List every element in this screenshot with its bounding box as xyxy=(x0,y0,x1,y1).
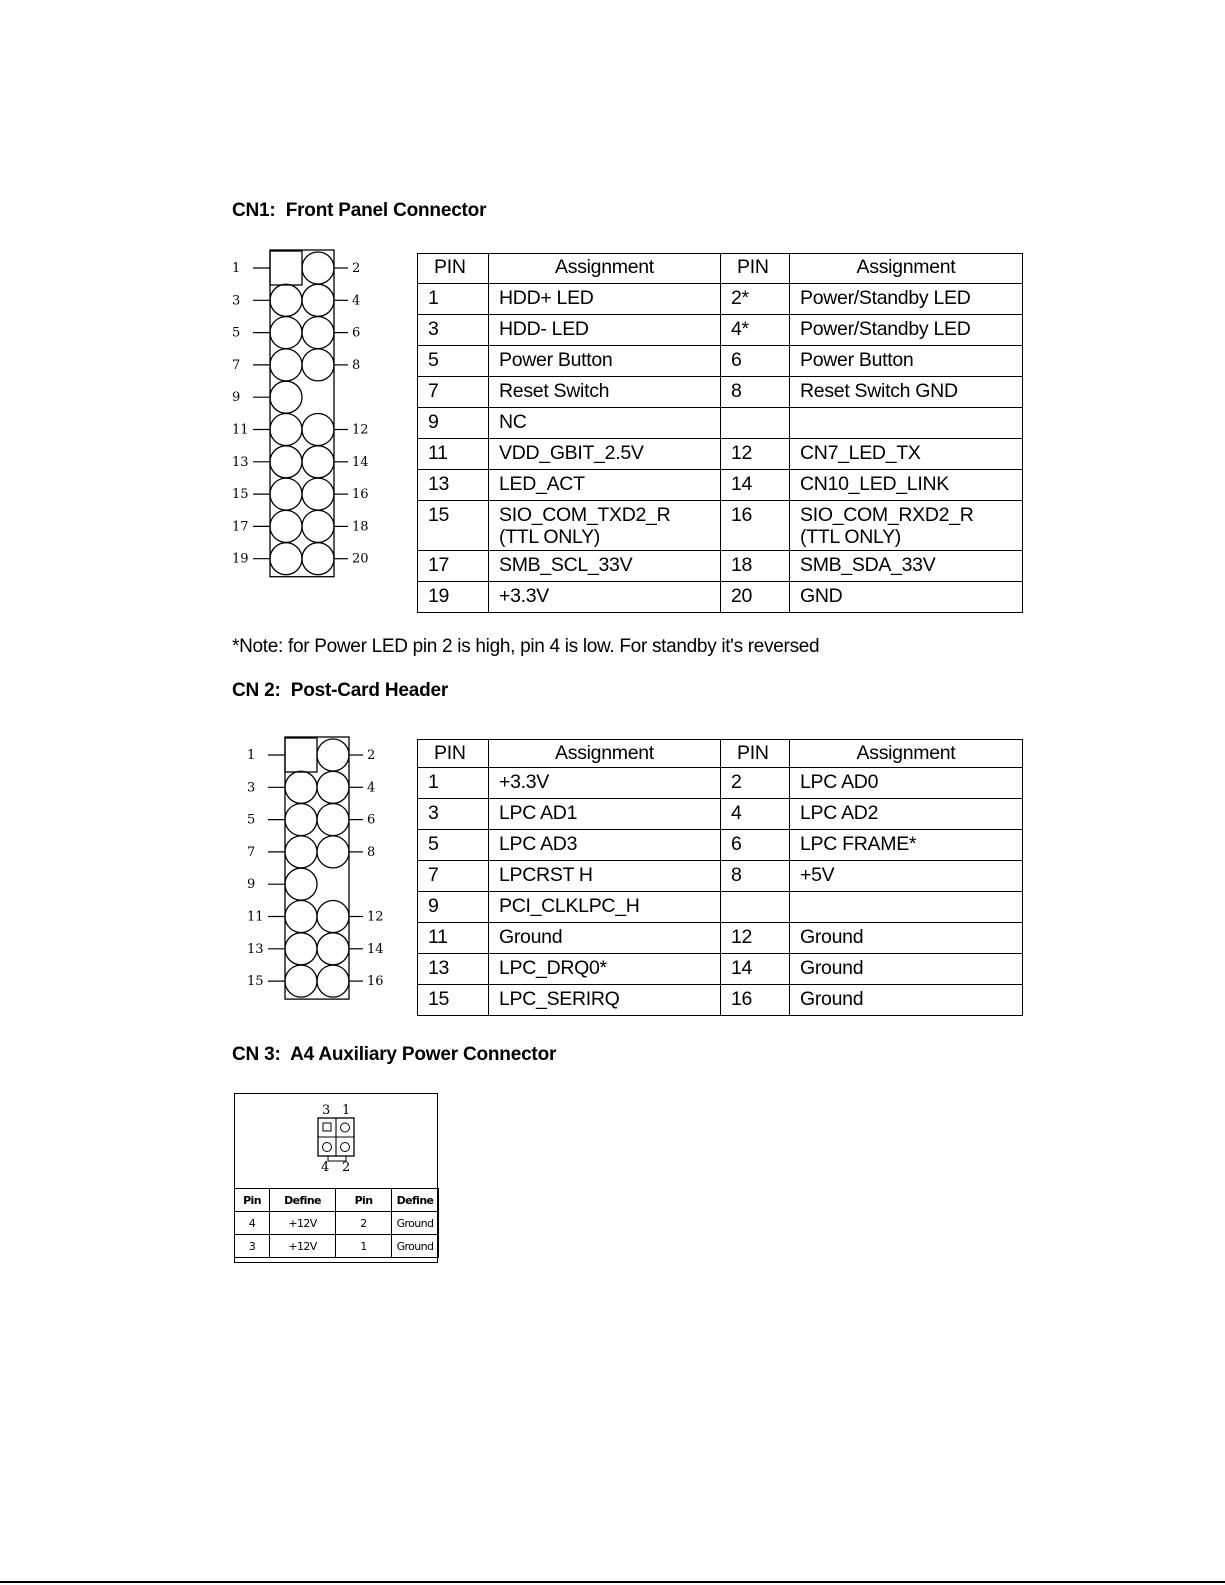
cn3-label-top-right: 1 xyxy=(342,1103,351,1118)
table-cell xyxy=(721,408,790,439)
pin-number-label: 16 xyxy=(367,974,384,990)
table-row xyxy=(418,551,1023,582)
table-row xyxy=(418,346,1023,377)
column-header: PIN xyxy=(721,254,790,284)
table-cell: VDD_GBIT_2.5V xyxy=(489,439,721,470)
table-row xyxy=(418,470,1023,501)
round-pin xyxy=(270,414,302,446)
column-header: Define xyxy=(392,1189,439,1212)
table-cell: +3.3V xyxy=(489,768,721,799)
table-cell xyxy=(790,408,1023,439)
round-pin xyxy=(302,349,334,381)
round-pin xyxy=(317,901,349,933)
round-pin xyxy=(285,901,317,933)
column-header: PIN xyxy=(418,740,489,768)
pin-number-label: 12 xyxy=(352,422,369,438)
table-cell: 12 xyxy=(721,923,790,954)
table-cell: +3.3V xyxy=(489,582,721,613)
round-pin xyxy=(285,771,317,803)
table-cell: SMB_SCL_33V xyxy=(489,551,721,582)
pin-number-label: 13 xyxy=(247,941,264,957)
table-cell: 4 xyxy=(721,799,790,830)
table-cell: LPC AD0 xyxy=(790,768,1023,799)
table-header-row xyxy=(235,1189,439,1212)
cn3-label-bottom-right: 2 xyxy=(342,1160,351,1175)
table-row xyxy=(235,1212,439,1235)
table-cell: LED_ACT xyxy=(489,470,721,501)
pin-number-label: 11 xyxy=(232,422,249,438)
round-pin xyxy=(302,414,334,446)
round-pin xyxy=(302,284,334,316)
pin-number-label: 2 xyxy=(352,261,361,276)
column-header: Pin xyxy=(235,1189,270,1212)
pin-number-label: 20 xyxy=(352,551,369,567)
table-cell: LPC AD2 xyxy=(790,799,1023,830)
table-header-row xyxy=(418,254,1023,284)
cn3-round-pin xyxy=(323,1143,332,1152)
table-cell: 3 xyxy=(418,799,489,830)
pin-number-label: 9 xyxy=(232,390,241,406)
pin-number-label: 3 xyxy=(232,293,241,309)
round-pin xyxy=(302,446,334,478)
table-cell: 2 xyxy=(336,1212,392,1235)
cn1-header-pin-diagram xyxy=(225,248,385,588)
table-cell: 6 xyxy=(721,346,790,377)
cn3-round-pin xyxy=(341,1123,350,1132)
table-cell: 13 xyxy=(418,954,489,985)
table-cell: Reset Switch xyxy=(489,377,721,408)
table-row xyxy=(418,315,1023,346)
pin-number-label: 17 xyxy=(232,519,249,535)
pin-number-label: 4 xyxy=(367,780,376,796)
table-cell: 6 xyxy=(721,830,790,861)
table-row xyxy=(418,799,1023,830)
table-row xyxy=(418,954,1023,985)
table-cell: CN10_LED_LINK xyxy=(790,470,1023,501)
column-header: Assignment xyxy=(790,740,1023,768)
cn3-label-top-left: 3 xyxy=(322,1103,331,1118)
table-cell: 14 xyxy=(721,470,790,501)
pin-number-label: 18 xyxy=(352,519,369,535)
page-bottom-rule xyxy=(0,1581,1225,1583)
cn2-pin-table xyxy=(417,739,1023,1016)
table-cell: LPC FRAME* xyxy=(790,830,1023,861)
cn2-header-pin-diagram xyxy=(240,735,400,1005)
table-cell: 14 xyxy=(721,954,790,985)
table-cell: Power Button xyxy=(790,346,1023,377)
table-cell: 18 xyxy=(721,551,790,582)
table-cell: 19 xyxy=(418,582,489,613)
pin-number-label: 12 xyxy=(367,909,384,925)
table-cell: Reset Switch GND xyxy=(790,377,1023,408)
table-header-row xyxy=(418,740,1023,768)
round-pin xyxy=(302,510,334,542)
table-cell: +12V xyxy=(270,1235,336,1258)
header-body xyxy=(285,737,349,999)
table-cell: 16 xyxy=(721,985,790,1016)
pin-number-label: 11 xyxy=(247,909,264,925)
column-header: PIN xyxy=(721,740,790,768)
round-pin xyxy=(302,317,334,349)
table-row xyxy=(418,985,1023,1016)
table-cell: HDD- LED xyxy=(489,315,721,346)
table-cell: 17 xyxy=(418,551,489,582)
table-cell: +5V xyxy=(790,861,1023,892)
pin-number-label: 16 xyxy=(352,487,369,503)
round-pin xyxy=(317,804,349,836)
table-row xyxy=(418,892,1023,923)
pin-number-label: 7 xyxy=(247,844,256,860)
round-pin xyxy=(302,252,334,284)
pin-number-label: 8 xyxy=(367,844,376,860)
table-row xyxy=(418,439,1023,470)
pin-number-label: 5 xyxy=(232,325,241,341)
pin-number-label: 5 xyxy=(247,812,256,828)
round-pin xyxy=(270,317,302,349)
column-header: Assignment xyxy=(489,254,721,284)
table-cell: Ground xyxy=(790,985,1023,1016)
table-cell: 13 xyxy=(418,470,489,501)
cn3-pin-table xyxy=(234,1188,439,1258)
table-cell: 7 xyxy=(418,377,489,408)
table-cell: HDD+ LED xyxy=(489,284,721,315)
column-header: PIN xyxy=(418,254,489,284)
table-cell: 12 xyxy=(721,439,790,470)
table-row xyxy=(235,1235,439,1258)
round-pin xyxy=(270,381,302,413)
table-cell: Ground xyxy=(392,1235,439,1258)
round-pin xyxy=(270,349,302,381)
table-cell: Ground xyxy=(790,954,1023,985)
table-cell: LPC AD1 xyxy=(489,799,721,830)
table-cell: 1 xyxy=(336,1235,392,1258)
round-pin xyxy=(285,836,317,868)
table-cell: 2* xyxy=(721,284,790,315)
round-pin xyxy=(270,510,302,542)
round-pin xyxy=(270,543,302,575)
round-pin xyxy=(285,804,317,836)
table-cell: NC xyxy=(489,408,721,439)
table-cell: 8 xyxy=(721,861,790,892)
pin-number-label: 15 xyxy=(232,487,249,503)
cn1-title: CN1: Front Panel Connector xyxy=(232,200,487,221)
cn3-label-bottom-left: 4 xyxy=(321,1160,330,1175)
table-cell: Ground xyxy=(790,923,1023,954)
table-cell: 5 xyxy=(418,830,489,861)
table-row xyxy=(418,768,1023,799)
table-cell: Power Button xyxy=(489,346,721,377)
table-cell: CN7_LED_TX xyxy=(790,439,1023,470)
round-pin xyxy=(270,446,302,478)
table-cell: 9 xyxy=(418,892,489,923)
cn3-connector-diagram xyxy=(310,1103,370,1175)
round-pin xyxy=(317,965,349,997)
cn3-square-pin xyxy=(323,1123,331,1131)
table-cell: 3 xyxy=(418,315,489,346)
pin-number-label: 14 xyxy=(367,941,384,957)
round-pin xyxy=(317,771,349,803)
table-cell: LPC_DRQ0* xyxy=(489,954,721,985)
table-cell: 1 xyxy=(418,768,489,799)
table-row xyxy=(418,284,1023,315)
round-pin xyxy=(317,836,349,868)
pin-number-label: 1 xyxy=(232,261,241,276)
table-cell: 11 xyxy=(418,439,489,470)
table-cell: Power/Standby LED xyxy=(790,315,1023,346)
pin-number-label: 19 xyxy=(232,551,249,567)
table-cell: 8 xyxy=(721,377,790,408)
pin-number-label: 14 xyxy=(352,454,369,470)
table-row xyxy=(418,501,1023,551)
pin-number-label: 8 xyxy=(352,357,361,373)
table-cell: SMB_SDA_33V xyxy=(790,551,1023,582)
table-row xyxy=(418,408,1023,439)
cn1-pin-table xyxy=(417,253,1023,613)
table-cell: SIO_COM_TXD2_R (TTL ONLY) xyxy=(489,501,721,551)
table-cell: Ground xyxy=(489,923,721,954)
table-cell: 3 xyxy=(235,1235,270,1258)
table-cell xyxy=(790,892,1023,923)
table-cell: 15 xyxy=(418,501,489,551)
round-pin xyxy=(302,478,334,510)
table-row xyxy=(418,861,1023,892)
round-pin xyxy=(285,868,317,900)
square-pin-1 xyxy=(285,738,317,772)
round-pin xyxy=(302,543,334,575)
table-row xyxy=(418,923,1023,954)
round-pin xyxy=(285,965,317,997)
table-cell: 16 xyxy=(721,501,790,551)
table-cell: SIO_COM_RXD2_R (TTL ONLY) xyxy=(790,501,1023,551)
table-cell: 9 xyxy=(418,408,489,439)
column-header: Assignment xyxy=(489,740,721,768)
table-cell: LPC_SERIRQ xyxy=(489,985,721,1016)
power-led-note: *Note: for Power LED pin 2 is high, pin 4 is low. For standby it's reversed xyxy=(232,636,820,657)
table-cell: 4 xyxy=(235,1212,270,1235)
table-cell: PCI_CLKLPC_H xyxy=(489,892,721,923)
cn2-title: CN 2: Post-Card Header xyxy=(232,680,449,701)
table-cell: 1 xyxy=(418,284,489,315)
round-pin xyxy=(270,478,302,510)
pin-number-label: 1 xyxy=(247,748,256,763)
table-cell: LPC AD3 xyxy=(489,830,721,861)
square-pin-1 xyxy=(270,251,302,285)
pin-number-label: 13 xyxy=(232,454,249,470)
column-header: Define xyxy=(270,1189,336,1212)
round-pin xyxy=(285,933,317,965)
cn3-round-pin xyxy=(341,1143,350,1152)
table-row xyxy=(418,830,1023,861)
table-cell: Power/Standby LED xyxy=(790,284,1023,315)
table-cell: GND xyxy=(790,582,1023,613)
pin-number-label: 3 xyxy=(247,780,256,796)
table-cell: 2 xyxy=(721,768,790,799)
table-cell: 11 xyxy=(418,923,489,954)
table-cell: 7 xyxy=(418,861,489,892)
table-cell: 20 xyxy=(721,582,790,613)
cn3-title: CN 3: A4 Auxiliary Power Connector xyxy=(232,1044,557,1065)
table-cell: +12V xyxy=(270,1212,336,1235)
pin-number-label: 6 xyxy=(367,812,376,828)
table-cell: 4* xyxy=(721,315,790,346)
column-header: Pin xyxy=(336,1189,392,1212)
pin-number-label: 15 xyxy=(247,974,264,990)
table-cell: 5 xyxy=(418,346,489,377)
table-cell: LPCRST H xyxy=(489,861,721,892)
round-pin xyxy=(317,739,349,771)
round-pin xyxy=(317,933,349,965)
round-pin xyxy=(270,284,302,316)
table-row xyxy=(418,377,1023,408)
table-cell: Ground xyxy=(392,1212,439,1235)
table-cell xyxy=(721,892,790,923)
pin-number-label: 7 xyxy=(232,357,241,373)
pin-number-label: 2 xyxy=(367,748,376,763)
column-header: Assignment xyxy=(790,254,1023,284)
pin-number-label: 9 xyxy=(247,877,256,893)
table-cell: 15 xyxy=(418,985,489,1016)
pin-number-label: 4 xyxy=(352,293,361,309)
pin-number-label: 6 xyxy=(352,325,361,341)
table-row xyxy=(418,582,1023,613)
